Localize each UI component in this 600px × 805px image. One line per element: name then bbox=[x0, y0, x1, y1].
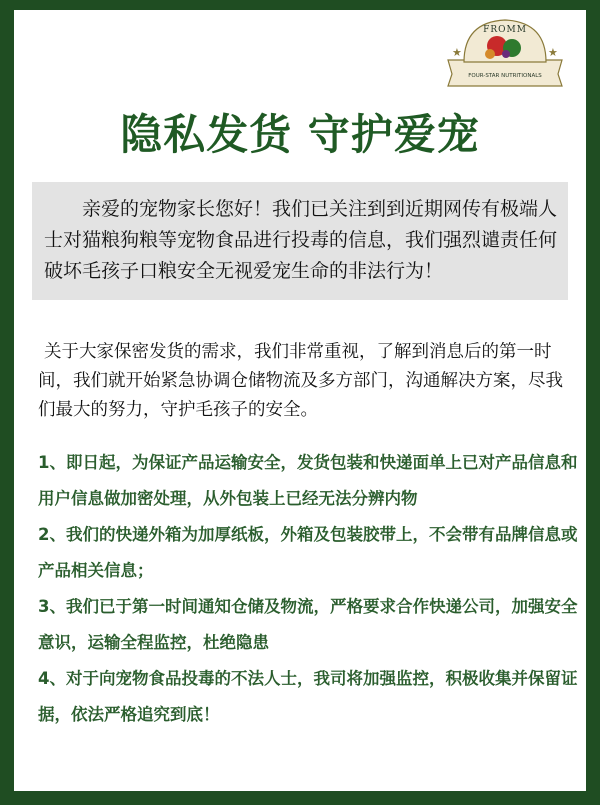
intro-notice bbox=[32, 182, 568, 300]
logo-tagline: FOUR-STAR NUTRITIONALS bbox=[468, 73, 542, 79]
list-item: 1、即日起，为保证产品运输安全，发货包装和快递面单上已对产品信息和用户信息做加密处理，从外包装上已经无法分辨内物 bbox=[38, 453, 578, 508]
lead-text: 关于大家保密发货的需求，我们非常重视，了解到消息后的第一时间，我们就开始紧急协调仓储物流及多方部门，沟通解决方案，尽我们最大的努力，守护毛孩子的安全。 bbox=[38, 342, 563, 420]
measures-list bbox=[38, 445, 578, 733]
lead-paragraph bbox=[38, 338, 578, 425]
svg-text:★: ★ bbox=[452, 46, 462, 59]
intro-text: 亲爱的宠物家长您好！我们已关注到到近期网传有极端人士对猫粮狗粮等宠物食品进行投毒的信息，我们强烈谴责任何破坏毛孩子口粮安全无视爱宠生命的非法行为！ bbox=[44, 198, 558, 282]
list-item: 4、对于向宠物食品投毒的不法人士，我司将加强监控，积极收集并保留证据，依法严格追究到底！ bbox=[38, 669, 578, 724]
page-title: 隐私发货 守护爱宠 bbox=[120, 110, 480, 159]
logo-brand: FROMM bbox=[483, 25, 527, 35]
list-item: 2、我们的快递外箱为加厚纸板，外箱及包装胶带上，不会带有品牌信息或产品相关信息； bbox=[38, 525, 578, 580]
svg-text:★: ★ bbox=[548, 46, 558, 59]
list-item: 3、我们已于第一时间通知仓储及物流，严格要求合作快递公司，加强安全意识，运输全程监控，杜绝隐患 bbox=[38, 597, 578, 652]
fromm-logo bbox=[442, 14, 568, 88]
